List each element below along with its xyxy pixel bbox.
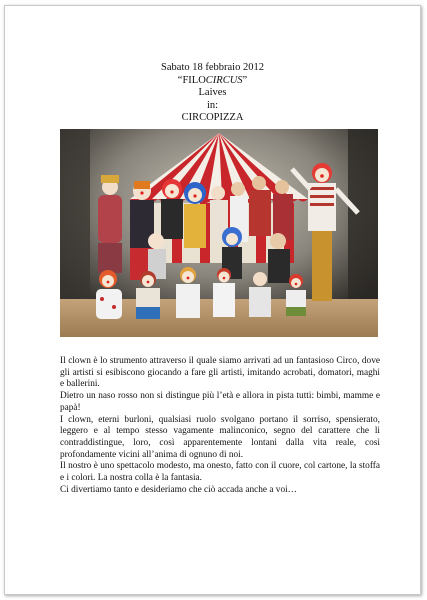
show-title [5, 75, 420, 88]
clown-group-photo [60, 129, 378, 337]
event-date: Sabato 18 febbraio 2012 [161, 62, 264, 73]
event-in-label: in: [206, 99, 219, 111]
document-page [4, 5, 421, 595]
document-header [5, 62, 420, 125]
body-text [60, 356, 380, 496]
show-title-prefix: “FILO [177, 74, 206, 86]
show-title-suffix: ” [242, 74, 248, 86]
paragraph-2: Dietro un naso rosso non si distingue più l’età e allora in pista tutti: bimbi, mamme e papà! [60, 391, 380, 413]
paragraph-5: Ci divertiamo tanto e desideriamo che ciò accada anche a voi… [60, 484, 297, 495]
paragraph-1: Il clown è lo strumento attraverso il quale siamo arrivati ad un fantasioso Circo, dove gli artisti si esibiscono giocando a fare gli artisti, imitando acrobati, domatori, maghi e ballerini. [60, 356, 380, 390]
paragraph-4: Il nostro è uno spettacolo modesto, ma onesto, fatto con il cuore, col cartone, la stoffa e i colori. La nostra colla è la fantasia. [60, 461, 380, 484]
paragraph-3: I clown, eterni burloni, qualsiasi ruolo svolgano portano il sorriso, spensierato, leggero e al tempo stesso vagamente malinconico, segno del carattere che li contraddistingue, loro, così apparentemente lontani dalla vita reale, così profondamente vicini all’anima di ognuno di noi. [60, 414, 380, 460]
show-title-italic: CIRCUS [205, 74, 243, 86]
event-venue: CIRCOPIZZA [181, 112, 244, 124]
event-place: Laives [198, 87, 227, 99]
